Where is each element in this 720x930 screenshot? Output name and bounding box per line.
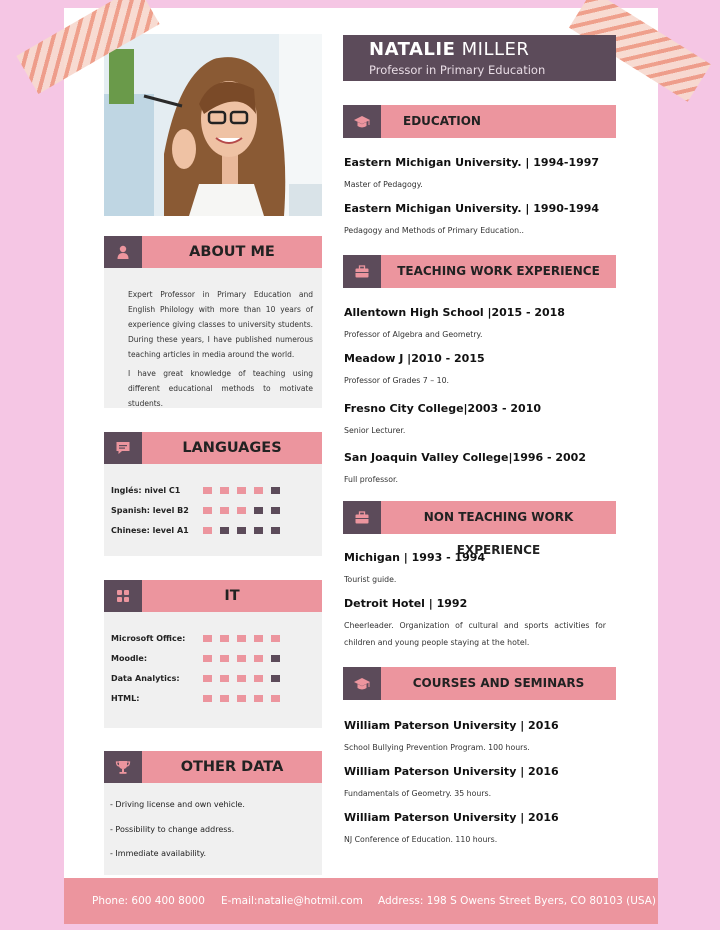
level-square [220, 635, 229, 642]
it-list [111, 634, 311, 714]
level-square [203, 655, 212, 662]
about-paragraph: I have great knowledge of teaching using different educational methods to motivate students. [128, 369, 313, 408]
level-square [254, 675, 263, 682]
it-skill-row [111, 674, 311, 694]
level-square [237, 487, 246, 494]
footer-address: Address: 198 S Owens Street Byers, CO 80103 (USA) [378, 895, 657, 907]
it-skill-row [111, 654, 311, 674]
level-square [220, 527, 229, 534]
profile-photo [104, 34, 322, 216]
it-skill-row [111, 694, 311, 714]
skill-level-meter [203, 635, 288, 642]
teaching-entry: Fresno City College|2003 - 2010 Senior Lecturer. [344, 402, 542, 435]
it-header [104, 580, 322, 612]
skill-level-meter [203, 487, 288, 494]
level-square [271, 635, 280, 642]
briefcase-icon [354, 264, 370, 280]
about-header [104, 236, 322, 268]
name-header [343, 35, 616, 81]
level-square [237, 635, 246, 642]
level-square [203, 675, 212, 682]
level-square [220, 507, 229, 514]
it-skill-row-label: HTML: [111, 694, 140, 703]
education-title: EDUCATION [403, 114, 481, 128]
teaching-header [343, 255, 616, 288]
graduation-cap-icon [353, 114, 371, 130]
level-square [237, 675, 246, 682]
level-square [271, 655, 280, 662]
skill-level-meter [203, 675, 288, 682]
level-square [254, 487, 263, 494]
education-entry: Eastern Michigan University. | 1990-1994 Pedagogy and Methods of Primary Education.. [344, 202, 600, 235]
level-square [237, 655, 246, 662]
teaching-entry: Meadow J |2010 - 2015 Professor of Grades 7 – 10. [344, 352, 485, 385]
grid-icon [115, 588, 131, 604]
language-row-label: Inglés: nivel C1 [111, 486, 181, 495]
teaching-title: TEACHING WORK EXPERIENCE [397, 264, 600, 278]
teaching-entry: San Joaquin Valley College|1996 - 2002 Full professor. [344, 451, 586, 484]
it-title: IT [224, 588, 240, 604]
level-square [237, 527, 246, 534]
language-row [111, 486, 311, 506]
nonteaching-header [343, 501, 616, 557]
other-header [104, 751, 322, 783]
courses-title: COURSES AND SEMINARS [412, 676, 585, 690]
about-paragraph: Expert Professor in Primary Education and English Philology with more than 10 years of experience giving classes to university students. During these years, I have published numerous teaching articles in media around the world. [128, 290, 313, 359]
contact-footer [64, 878, 658, 924]
about-title: ABOUT ME [189, 244, 275, 260]
level-square [220, 675, 229, 682]
nonteaching-entry: Michigan | 1993 - 1994 Tourist guide. [344, 551, 486, 584]
nonteaching-title: NON TEACHING WORK EXPERIENCE [423, 510, 574, 557]
level-square [254, 655, 263, 662]
other-list [110, 800, 245, 874]
level-square [220, 655, 229, 662]
courses-entry: William Paterson University | 2016 School Bullying Prevention Program. 100 hours. [344, 719, 559, 752]
level-square [271, 507, 280, 514]
level-square [254, 527, 263, 534]
education-entry: Eastern Michigan University. | 1994-1997 Master of Pedagogy. [344, 156, 600, 189]
languages-title: LANGUAGES [182, 440, 282, 456]
it-skill-row-label: Microsoft Office: [111, 634, 186, 643]
other-title: OTHER DATA [180, 759, 284, 775]
other-item: - Driving license and own vehicle. [110, 800, 245, 809]
chat-icon [115, 440, 131, 456]
level-square [220, 695, 229, 702]
level-square [271, 695, 280, 702]
footer-phone: Phone: 600 400 8000 [92, 895, 205, 907]
level-square [203, 507, 212, 514]
language-row-label: Chinese: level A1 [111, 526, 189, 535]
skill-level-meter [203, 527, 288, 534]
user-icon [115, 244, 131, 260]
trophy-icon [115, 759, 131, 775]
it-skill-row-label: Data Analytics: [111, 674, 180, 683]
level-square [203, 635, 212, 642]
about-text [128, 287, 313, 415]
full-name: NATALIE MILLER [369, 39, 530, 60]
language-row [111, 526, 311, 546]
nonteaching-entry: Detroit Hotel | 1992 Cheerleader. Organization of cultural and sports activities for children and young people staying at the hotel. [344, 597, 606, 647]
briefcase-icon [354, 510, 370, 526]
level-square [237, 507, 246, 514]
level-square [220, 487, 229, 494]
skill-level-meter [203, 695, 288, 702]
it-skill-row-label: Moodle: [111, 654, 148, 663]
education-header [343, 105, 616, 138]
courses-entry: William Paterson University | 2016 NJ Conference of Education. 110 hours. [344, 811, 559, 844]
job-title: Professor in Primary Education [369, 63, 546, 77]
level-square [254, 507, 263, 514]
it-skill-row [111, 634, 311, 654]
teaching-entry: Allentown High School |2015 - 2018 Professor of Algebra and Geometry. [344, 306, 565, 339]
level-square [271, 487, 280, 494]
graduation-cap-icon [353, 676, 371, 692]
level-square [254, 635, 263, 642]
other-item: - Immediate availability. [110, 849, 207, 858]
language-row-label: Spanish: level B2 [111, 506, 189, 515]
level-square [203, 695, 212, 702]
level-square [254, 695, 263, 702]
level-square [203, 487, 212, 494]
skill-level-meter [203, 507, 288, 514]
courses-entry: William Paterson University | 2016 Fundamentals of Geometry. 35 hours. [344, 765, 559, 798]
level-square [271, 527, 280, 534]
level-square [237, 695, 246, 702]
level-square [203, 527, 212, 534]
languages-header [104, 432, 322, 464]
languages-list [111, 486, 311, 546]
footer-email[interactable]: E-mail:natalie@hotmil.com [221, 895, 363, 907]
language-row [111, 506, 311, 526]
courses-header [343, 667, 616, 700]
skill-level-meter [203, 655, 288, 662]
level-square [271, 675, 280, 682]
other-item: - Possibility to change address. [110, 824, 235, 834]
